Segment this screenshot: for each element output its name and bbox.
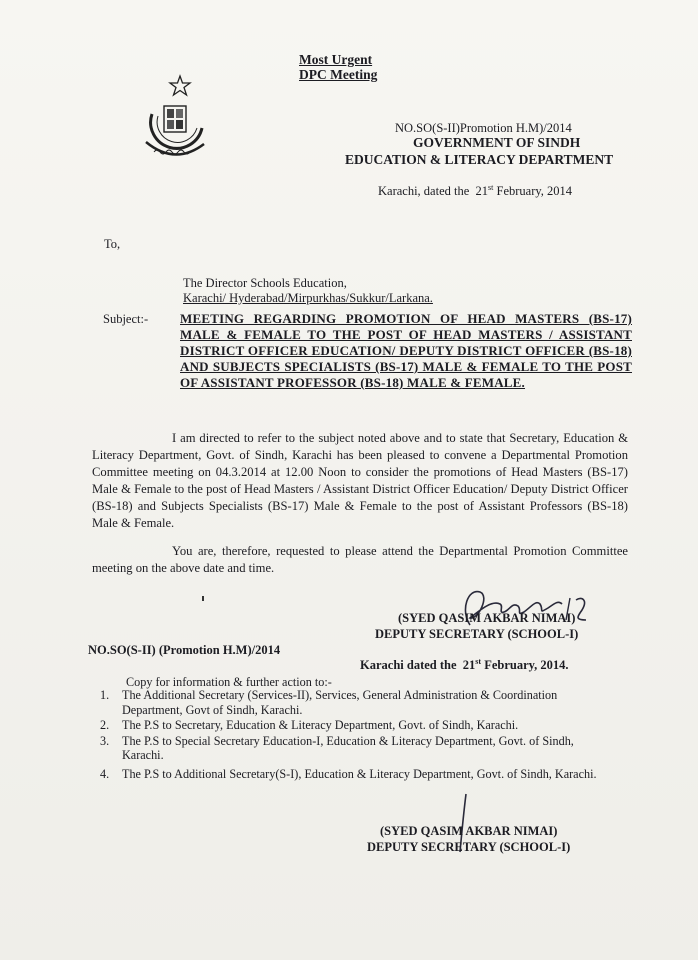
meeting-label: DPC Meeting <box>299 67 378 82</box>
copy-item-number: 4. <box>100 766 110 781</box>
department-name: EDUCATION & LITERACY DEPARTMENT <box>345 152 614 167</box>
date-suffix: st <box>488 183 494 192</box>
date-rest: February, 2014 <box>496 184 573 199</box>
copy-item-text: The Additional Secretary (Services-II), Services, General Administration & Coordination <box>122 688 558 702</box>
copy-list <box>100 688 620 782</box>
subject-label: Subject:- <box>103 312 149 326</box>
copy-item <box>100 734 620 763</box>
to-label: To, <box>104 237 121 251</box>
reference-number: NO.SO(S-II)Promotion H.M)/2014 <box>395 121 572 135</box>
copy-item-number: 3. <box>100 733 110 748</box>
subject-text: MEETING REGARDING PROMOTION OF HEAD MASTERS (BS-17) MALE & FEMALE TO THE POST OF HEAD MASTERS / ASSISTANT DISTRICT OFFICER EDUCATION/ DEPUTY DISTRICT OFFICER (BS-18) AND SUBJECTS SPECIALISTS (BS-17) MALE & FEMALE TO THE POST OF ASSISTANT PROFESSOR (BS-18) MALE & FEMALE. <box>180 311 632 390</box>
copy-intro: Copy for information & further action to:- <box>126 675 332 689</box>
copy-item <box>100 767 620 782</box>
addressee-line-1: The Director Schools Education, <box>183 276 347 290</box>
copy-item-number: 1. <box>100 688 110 702</box>
addressee-line-2: Karachi/ Hyderabad/Mirpurkhas/Sukkur/Larkana. <box>183 291 433 305</box>
signatory-title-2: DEPUTY SECRETARY (SCHOOL-I) <box>367 840 571 854</box>
signatory-title-1: DEPUTY SECRETARY (SCHOOL-I) <box>375 627 579 641</box>
body-paragraph-2: You are, therefore, requested to please attend the Departmental Promotion Committee meeting on the above date and time. <box>92 544 628 575</box>
endorsement-date-prefix: Karachi dated the <box>360 658 457 673</box>
body-paragraph-1: I am directed to refer to the subject noted above and to state that Secretary, Education & Literacy Department, Govt. of Sindh, Karachi has been pleased to convene a Departmental Promotion Committee meeting on 04.3.2014 at 12.00 Noon to consider the promotions of Head Masters (BS-17) Male & Female to the post of Head Masters / Assistant District Officer Education/ Deputy District Officer (BS-18) and Subjects Specialists (BS-17) Male & Female to the post of Assistant Professors (BS-18) Male & Female. <box>92 431 628 530</box>
signatory-name-1: (SYED QASIM AKBAR NIMAI) <box>398 611 576 625</box>
copy-item-text: The P.S to Secretary, Education & Literacy Department, Govt. of Sindh, Karachi. <box>122 718 519 732</box>
endorsement-date-suffix: st <box>475 657 482 666</box>
copy-item <box>100 718 620 733</box>
endorsement-reference: NO.SO(S-II) (Promotion H.M)/2014 <box>88 643 281 657</box>
copy-item <box>100 688 620 717</box>
copy-item-text: The P.S to Additional Secretary(S-I), Education & Literacy Department, Govt. of Sindh, Karachi. <box>122 766 597 781</box>
endorsement-date-day: 21 <box>462 658 476 673</box>
copy-item-continuation: Department, Govt of Sindh, Karachi. <box>122 702 303 717</box>
sindh-government-seal-icon <box>140 74 210 170</box>
date-prefix: Karachi, dated the <box>378 184 470 199</box>
date-day: 21 <box>475 184 489 199</box>
endorsement-date <box>360 657 569 673</box>
copy-item-number: 2. <box>100 718 110 732</box>
endorsement-date-rest: February, 2014. <box>484 658 569 673</box>
copy-item-text: The P.S to Special Secretary Education-I, Education & Literacy Department, Govt. of Sindh, <box>122 733 574 748</box>
copy-item-continuation: Karachi. <box>122 748 164 762</box>
ink-mark <box>202 596 204 601</box>
government-name: GOVERNMENT OF SINDH <box>413 135 581 150</box>
urgency-label: Most Urgent <box>299 52 373 67</box>
letter-date <box>378 183 572 199</box>
signatory-name-2: (SYED QASIM AKBAR NIMAI) <box>380 824 558 838</box>
